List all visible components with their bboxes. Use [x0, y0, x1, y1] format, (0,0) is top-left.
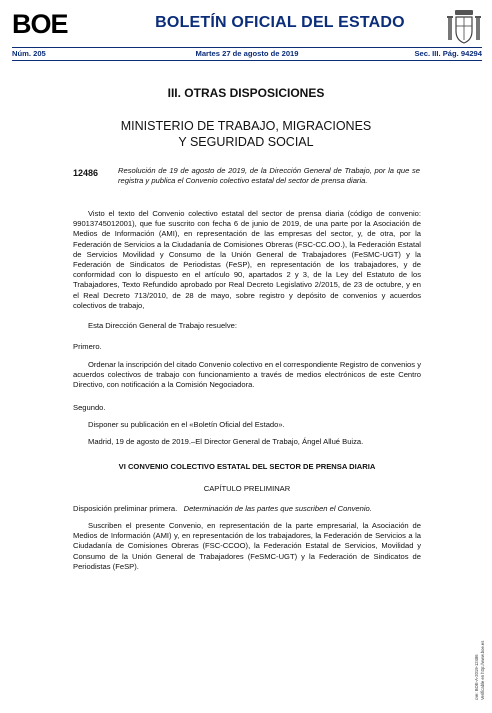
section-page: Sec. III. Pág. 94294	[414, 49, 482, 58]
boe-logo: BOE	[12, 9, 68, 39]
paragraph: Ordenar la inscripción del citado Convenio colectivo en el correspondiente Registro de convenios y acuerdos colectivos de trabajo con funcionamiento a través de medios electrónicos de este Centro Directivo, con notificación a la Comisión Negociadora.	[73, 360, 421, 390]
section-title: III. OTRAS DISPOSICIONES	[167, 86, 325, 100]
cve-code: cve: BOE-A-2019-12486	[474, 654, 479, 700]
resolution-number: 12486	[73, 168, 99, 178]
issue-date: Martes 27 de agosto de 2019	[195, 49, 299, 58]
paragraph: Primero.	[73, 342, 102, 351]
paragraph: Disponer su publicación en el «Boletín Oficial del Estado».	[88, 420, 285, 429]
convenio-title: VI CONVENIO COLECTIVO ESTATAL DEL SECTOR DE PRENSA DIARIA	[118, 462, 376, 471]
paragraph: Segundo.	[73, 403, 106, 412]
chapter-title: CAPÍTULO PRELIMINAR	[203, 484, 291, 493]
document-body	[73, 0, 421, 713]
verification-margin	[474, 582, 484, 702]
paragraph: Esta Dirección General de Trabajo resuelve:	[88, 321, 237, 330]
disposition-title: Determinación de las partes que suscriben el Convenio.	[183, 504, 372, 513]
disposition-label: Disposición preliminar primera.	[73, 504, 178, 513]
verify-link[interactable]: Verificable en http://www.boe.es	[480, 640, 485, 700]
ministry-line-1: MINISTERIO DE TRABAJO, MIGRACIONES	[120, 119, 372, 133]
signature-line: Madrid, 19 de agosto de 2019.–El Director General de Trabajo, Ángel Allué Buiza.	[88, 437, 364, 446]
paragraph: Visto el texto del Convenio colectivo estatal del sector de prensa diaria (código de convenio: 99013745012001), que fue suscrito con fecha 6 de junio de 2019, de una parte por la Asociación de Medios de Información (AMI), en representación de las empresas del sector, y, de otra, por la Federación de Servicios a la Ciudadanía de Comisiones Obreras (FSC-CC.OO.), la Federación Estatal de Servicios Movilidad y Consumo de la Unión General de Trabajadores (FeSMC-UGT) y la Federación de Sindicatos de Periodistas (FeSP), en representación de los trabajadores, y de conformidad con lo dispuesto en el artículo 90, apartados 2 y 3, de la Ley del Estatuto de los Trabajadores, Texto Refundido aprobado por Real Decreto Legislativo 2/2015, de 23 de octubre, y en el Real Decreto 713/2010, de 28 de mayo, sobre registro y depósito de convenios y acuerdos colectivos de trabajo,	[73, 209, 421, 310]
gazette-title: BOLETÍN OFICIAL DEL ESTADO	[155, 14, 405, 31]
resolution-summary: Resolución de 19 de agosto de 2019, de la Dirección General de Trabajo, por la que se registra y publica el Convenio colectivo estatal del sector de prensa diaria.	[118, 166, 420, 185]
coat-of-arms-icon	[446, 8, 482, 48]
disposition-heading	[73, 504, 421, 514]
paragraph: Suscriben el presente Convenio, en representación de la parte empresarial, la Asociación de Medios de Información (AMI) y, en representación de los trabajadores, la Federación de Servicios a la Ciudadanía de Comisiones Obreras (FSC-CCOO), la Federación Estatal de Servicios, Movilidad y Consumo de la Unión General de Trabajadores (FeSMC-UGT) y la Federación de Sindicatos de Periodistas (FeSP).	[73, 521, 421, 571]
ministry-line-2: Y SEGURIDAD SOCIAL	[178, 135, 314, 149]
issue-number: Núm. 205	[12, 49, 46, 58]
